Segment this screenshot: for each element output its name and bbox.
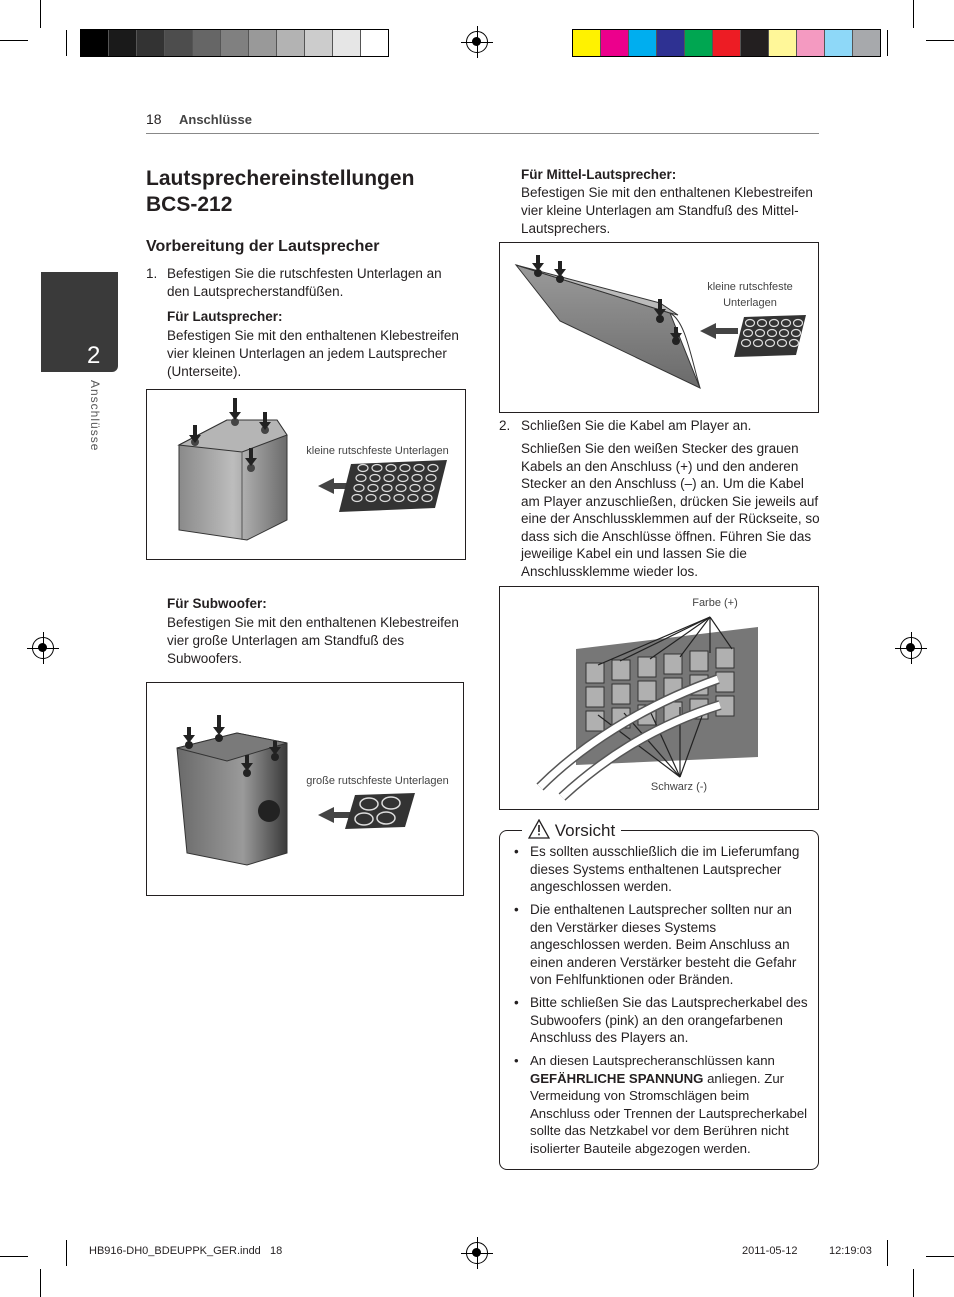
color-calibration-strip [572,29,881,57]
step-1-text: Befestigen Sie die rutschfesten Unterlagen an den Lautsprecherstandfüßen. [167,266,442,299]
footer-time: 12:19:03 [829,1245,872,1257]
registration-mark-icon [466,1242,488,1264]
speaker-figure-label: kleine rutschfeste Unterlagen [306,445,449,457]
terminal-figure [499,586,819,810]
calibration-swatch [825,30,853,56]
speaker-illustration [147,390,464,558]
center-speaker-figure [499,242,819,413]
calibration-swatch [685,30,713,56]
calibration-swatch [221,30,249,56]
step-2-number: 2. [499,418,511,433]
registration-mark-icon [900,637,922,659]
terminal-clip-icon [586,711,604,731]
calibration-swatch [361,30,388,56]
page-title [146,166,466,218]
caution-bullet-4-pre: An diesen Lautsprecheranschlüssen kann [530,1053,775,1068]
step-2-text: Schließen Sie die Kabel am Player an. [521,418,752,433]
chapter-number: 2 [87,342,101,369]
title-line-1: Lautsprechereinstellungen [146,167,415,190]
calibration-swatch [333,30,361,56]
footer-date: 2011-05-12 [742,1245,798,1257]
subwoofer-illustration [147,683,462,894]
center-figure-label-1: kleine rutschfeste [707,281,793,293]
minus-terminal-label: Schwarz (-) [650,781,708,793]
plus-terminal-label: Farbe (+) [692,597,738,609]
terminal-clip-icon [638,657,656,677]
section-heading: Vorbereitung der Lautsprecher [146,238,380,255]
calibration-swatch [741,30,769,56]
page-number: 18 [146,111,162,127]
center-label: Für Mittel-Lautsprecher: [521,167,677,182]
warning-icon [528,819,550,844]
calibration-swatch [81,30,109,56]
terminal-clip-icon [612,684,630,704]
calibration-swatch [797,30,825,56]
speaker-label: Für Lautsprecher: [167,309,283,324]
chapter-tab [41,272,118,372]
calibration-swatch [109,30,137,56]
title-line-2: BCS-212 [146,193,233,216]
calibration-swatch [769,30,797,56]
caution-bullet-3: • Bitte schließen Sie das Lautsprecherkabel des Subwoofers (pink) an den orangefarbenen Anschluss des Players an. [508,994,808,1047]
terminal-clip-icon [586,663,604,683]
caution-bullet-4-bold: GEFÄHRLICHE SPANNUNG [530,1070,704,1086]
subwoofer-text: Befestigen Sie mit den enthaltenen Klebestreifen vier große Unterlagen am Standfuß des Subwoofers. [167,615,459,666]
header-divider [146,133,819,134]
subwoofer-figure-label: große rutschfeste Unterlagen [306,775,449,787]
registration-mark-icon [32,637,54,659]
center-figure-label-2: Unterlagen [723,297,777,309]
terminal-clip-icon [612,660,630,680]
calibration-swatch [853,30,880,56]
calibration-swatch [601,30,629,56]
calibration-swatch [713,30,741,56]
terminal-clip-icon [690,651,708,671]
calibration-swatch [165,30,193,56]
caution-title: Vorsicht [554,820,616,840]
center-text: Befestigen Sie mit den enthaltenen Klebestreifen vier kleine Unterlagen am Standfuß des Mittel-Lautsprechers. [521,185,813,236]
calibration-swatch [657,30,685,56]
terminal-clip-icon [664,654,682,674]
chapter-label: Anschlüsse [88,380,102,452]
calibration-swatch [573,30,601,56]
calibration-swatch [137,30,165,56]
terminal-illustration [500,587,817,808]
subwoofer-label: Für Subwoofer: [167,596,267,611]
calibration-swatch [249,30,277,56]
grayscale-calibration-strip [80,29,389,57]
terminal-clip-icon [638,681,656,701]
calibration-swatch [629,30,657,56]
speaker-figure [146,389,466,560]
registration-mark-icon [466,31,488,53]
running-header: Anschlüsse [179,112,252,127]
caution-bullet-4-post: anliegen. Zur Vermeidung von Stromschlägen beim Anschluss oder Trennen der Lautsprecherkabel sollte das Netzkabel vor dem Berühren nicht isolierter Bauteile abgezogen werden. [530,1070,808,1156]
caution-header [522,819,621,844]
caution-bullet-4 [508,1052,808,1157]
caution-bullet-1: • Es sollten ausschließlich die im Lieferumfang dieses Systems enthaltenen Lautsprecher angeschlossen werden. [508,843,808,896]
terminal-clip-icon [586,687,604,707]
footer-filename: HB916-DH0_BDEUPPK_GER.indd 18 [89,1245,283,1257]
calibration-swatch [277,30,305,56]
caution-box [499,820,819,1170]
step-1-number: 1. [146,266,158,281]
step-2-detail: Schließen Sie den weißen Stecker des grauen Kabels an den Anschluss (+) und den anderen Stecker an den Anschluss (–) an. Um die Kabel am Player anzuschließen, drücken Sie jeweils auf eine der Anschlussklemmen auf der Rückseite, so dass sich die Anschlüsse öffnen. Führen Sie das jeweilige Kabel ein und lassen Sie die Anschlussklemme wieder los. [521,441,820,579]
calibration-swatch [193,30,221,56]
center-speaker-illustration [500,243,817,411]
caution-bullet-2: • Die enthaltenen Lautsprecher sollten nur an den Verstärker dieses Systems angeschlossen werden. Beim Anschluss an einen anderen Verstärker besteht die Gefahr von Fehlfunktionen oder Bränden. [508,901,808,989]
terminal-clip-icon [716,648,734,668]
subwoofer-figure [146,682,464,896]
speaker-text: Befestigen Sie mit den enthaltenen Klebestreifen vier kleinen Unterlagen an jedem Lautsprecher (Unterseite). [167,328,459,379]
calibration-swatch [305,30,333,56]
